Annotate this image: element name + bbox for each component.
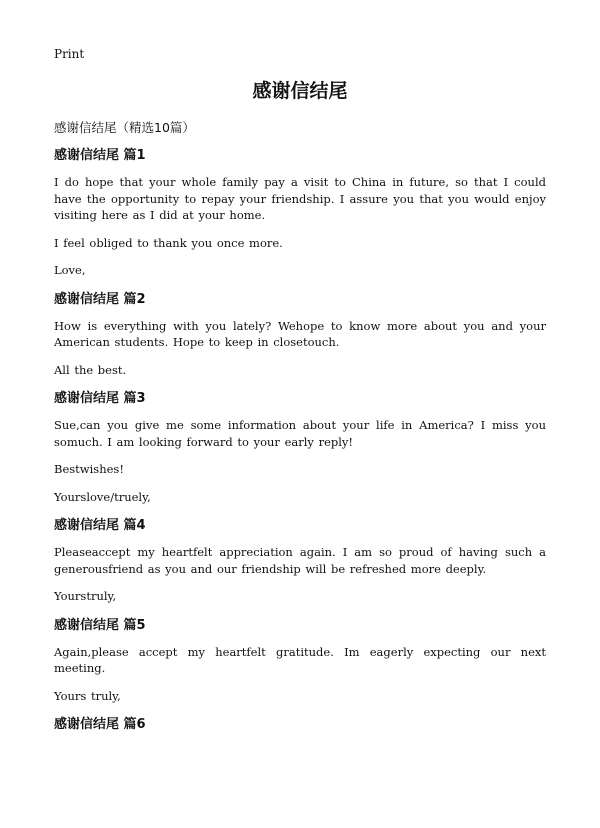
document-title: 感谢信结尾 xyxy=(252,80,348,102)
section-3 xyxy=(54,389,546,505)
paragraph: Bestwishes! xyxy=(54,462,124,476)
paragraph: Love, xyxy=(54,263,86,277)
section-6 xyxy=(54,715,546,735)
section-heading: 感谢信结尾 篇1 xyxy=(54,148,146,163)
paragraph: I do hope that your whole family pay a visit to China in future, so that I could have the opportunity to repay your friendship. I assure you that you would enjoy visiting here as I did at your home. xyxy=(54,175,546,222)
paragraph: I feel obliged to thank you once more. xyxy=(54,235,283,250)
section-heading: 感谢信结尾 篇3 xyxy=(54,391,146,406)
document-body xyxy=(54,146,546,743)
section-4 xyxy=(54,516,546,605)
paragraph: Yours truly, xyxy=(54,688,121,703)
section-1 xyxy=(54,146,546,279)
section-heading: 感谢信结尾 篇5 xyxy=(54,617,146,633)
paragraph: Yourslove/truely, xyxy=(54,489,151,504)
document-subtitle: 感谢信结尾（精选10篇） xyxy=(54,120,195,135)
section-5 xyxy=(54,616,546,705)
paragraph: All the best. xyxy=(54,362,127,377)
section-heading: 感谢信结尾 篇4 xyxy=(54,518,146,533)
section-heading: 感谢信结尾 篇6 xyxy=(54,717,146,732)
paragraph: Again,please accept my heartfelt gratitude. Im eagerly expecting our next meeting. xyxy=(54,644,546,675)
paragraph: Yourstruly, xyxy=(54,589,117,603)
paragraph: How is everything with you lately? Wehope to know more about you and your American students. Hope to keep in closetouch. xyxy=(54,318,546,349)
paragraph: Sue,can you give me some information about your life in America? I miss you somuch. I am looking forward to your early reply! xyxy=(54,418,546,449)
print-link[interactable]: Print xyxy=(54,47,85,61)
section-heading: 感谢信结尾 篇2 xyxy=(54,291,146,307)
section-2 xyxy=(54,290,546,379)
paragraph: Pleaseaccept my heartfelt appreciation again. I am so proud of having such a generousfriend as you and our friendship will be refreshed more deeply. xyxy=(54,545,546,576)
